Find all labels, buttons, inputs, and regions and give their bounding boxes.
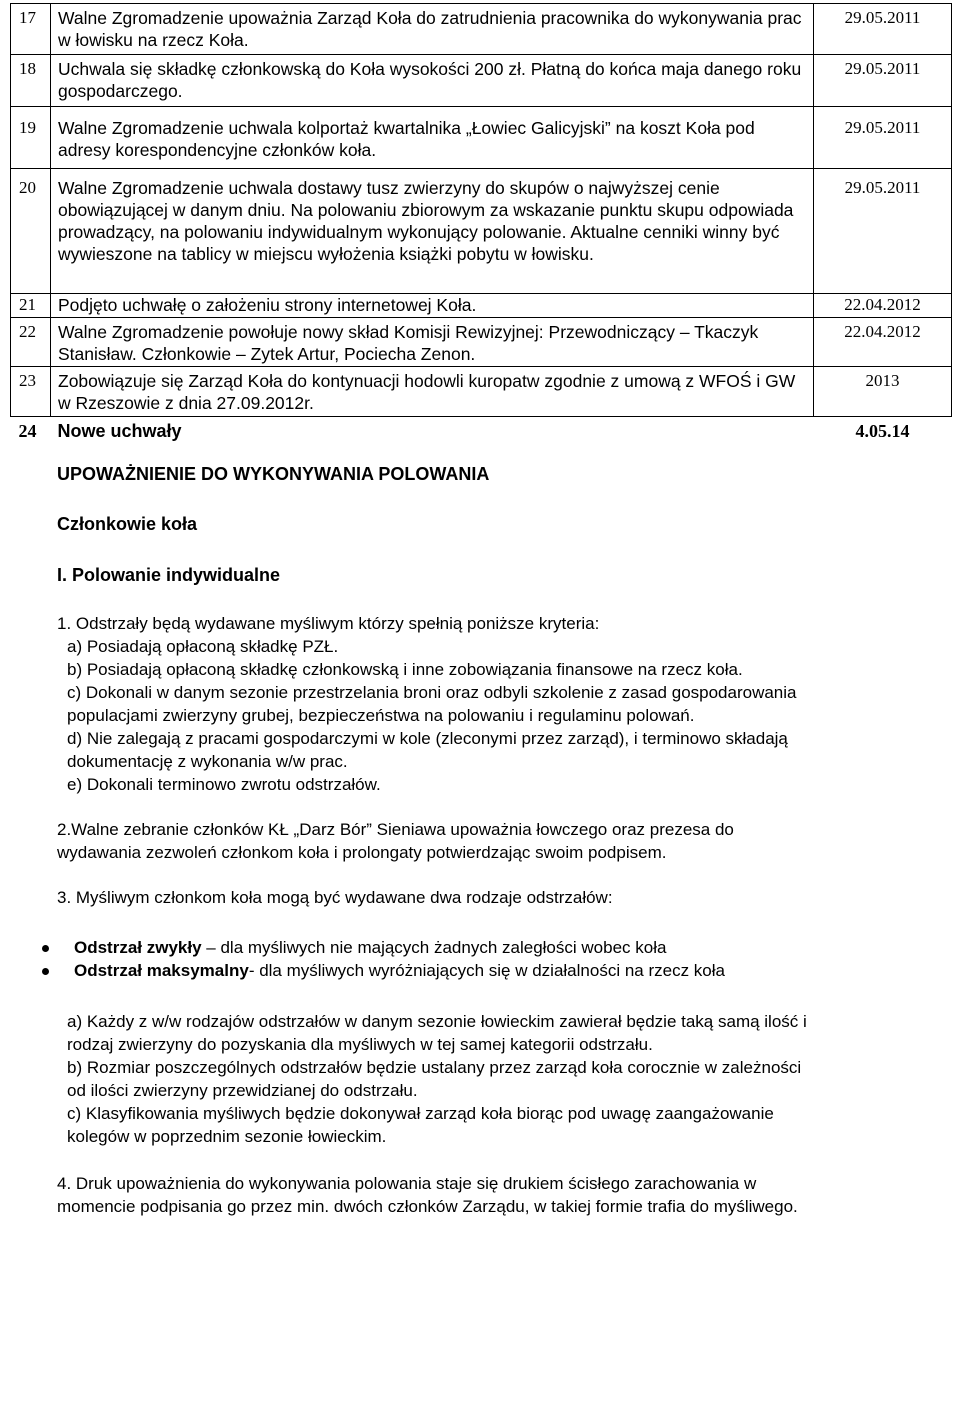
row-number: 22 bbox=[11, 318, 51, 367]
table-row bbox=[11, 294, 952, 318]
row-text: Walne Zgromadzenie uchwala kolportaż kwartalnika „Łowiec Galicyjski” na koszt Koła pod adresy korespondencyjne członków koła. bbox=[51, 107, 814, 169]
row-date: 29.05.2011 bbox=[814, 169, 952, 294]
row-number: 19 bbox=[11, 107, 51, 169]
row-text: Zobowiązuje się Zarząd Koła do kontynuacji hodowli kuropatw zgodnie z umową z WFOŚ i GW w Rzeszowie z dnia 27.09.2012r. bbox=[51, 367, 814, 417]
list-item bbox=[0, 959, 817, 982]
doc-heading: UPOWAŻNIENIE DO WYKONYWANIA POLOWANIA bbox=[57, 464, 490, 484]
row-date: 4.05.14 bbox=[855, 421, 910, 441]
row-date: 2013 bbox=[814, 367, 952, 417]
list-item bbox=[0, 936, 817, 959]
row-date: 29.05.2011 bbox=[814, 107, 952, 169]
row-text: Walne Zgromadzenie uchwala dostawy tusz zwierzyny do skupów o najwyższej cenie obowiązującej w danym dniu. Na polowaniu zbiorowym za wskazanie punktu skupu odpowiada prowadzący, na polowaniu indywidualnym wykonujący polowanie. Aktualne cenniki winny być wywieszone na tablicy w miejscu wyłożenia książki pobytu w łowisku. bbox=[51, 169, 814, 294]
table-row bbox=[11, 55, 952, 107]
bullet-text: – dla myśliwych nie mających żadnych zaległości wobec koła bbox=[201, 938, 667, 957]
row-number: 24 bbox=[18, 421, 37, 441]
row-number: 17 bbox=[11, 4, 51, 55]
table-row bbox=[11, 169, 952, 294]
table-row bbox=[11, 417, 952, 443]
row-date: 22.04.2012 bbox=[814, 318, 952, 367]
paragraph-4: 4. Druk upoważnienia do wykonywania polowania staje się drukiem ścisłego zarachowania w momencie podpisania go przez min. dwóch członków Zarządu, w takiej formie trafia do myśliwego. bbox=[57, 1174, 798, 1216]
doc-subheading: Członkowie koła bbox=[57, 514, 198, 534]
bullet-bold: Odstrzał zwykły bbox=[74, 938, 202, 957]
criteria-b: b) Posiadają opłaconą składkę członkowską i inne zobowiązania finansowe na rzecz koła. bbox=[67, 660, 743, 679]
row-number: 18 bbox=[11, 55, 51, 107]
row-date: 22.04.2012 bbox=[814, 294, 952, 318]
row-text: Podjęto uchwałę o założeniu strony internetowej Koła. bbox=[51, 294, 814, 318]
paragraph-3: 3. Myśliwym członkom koła mogą być wydawane dwa rodzaje odstrzałów: bbox=[57, 888, 613, 907]
row-text: Walne Zgromadzenie upoważnia Zarząd Koła do zatrudnienia pracownika do wykonywania prac w łowisku na rzecz Koła. bbox=[51, 4, 814, 55]
row-date: 29.05.2011 bbox=[814, 4, 952, 55]
row-date: 29.05.2011 bbox=[814, 55, 952, 107]
row-number: 23 bbox=[11, 367, 51, 417]
paragraph-2: 2.Walne zebranie członków KŁ „Darz Bór” Sieniawa upoważnia łowczego oraz prezesa do wydawania zezwoleń członkom koła i prolongaty potwierdzając swoim podpisem. bbox=[57, 820, 734, 862]
document-body bbox=[57, 463, 817, 1218]
criteria-a: a) Posiadają opłaconą składkę PZŁ. bbox=[67, 637, 339, 656]
criteria-c: c) Dokonali w danym sezonie przestrzelania broni oraz odbyli szkolenie z zasad gospodarowania populacjami zwierzyny grubej, bezpieczeństwa na polowaniu i regulaminu polowań. bbox=[67, 683, 797, 725]
resolutions-table bbox=[10, 3, 952, 443]
section-title: I. Polowanie indywidualne bbox=[57, 565, 281, 585]
table-row bbox=[11, 367, 952, 417]
paragraph-3c: c) Klasyfikowania myśliwych będzie dokonywał zarząd koła biorąc pod uwagę zaangażowanie kolegów w poprzednim sezonie łowieckim. bbox=[67, 1104, 774, 1146]
row-number: 21 bbox=[11, 294, 51, 318]
table-row bbox=[11, 107, 952, 169]
odstrzal-types bbox=[0, 936, 817, 982]
row-text: Walne Zgromadzenie powołuje nowy skład Komisji Rewizyjnej: Przewodniczący – Tkaczyk Stanisław. Członkowie – Zytek Artur, Pociecha Zenon. bbox=[51, 318, 814, 367]
bullet-text: - dla myśliwych wyróżniających się w działalności na rzecz koła bbox=[248, 961, 725, 980]
criteria-d: d) Nie zalegają z pracami gospodarczymi w kole (zleconymi przez zarząd), i terminowo składają dokumentację z wykonania w/w prac. bbox=[67, 729, 788, 771]
criteria-intro: 1. Odstrzały będą wydawane myśliwym którzy spełnią poniższe kryteria: bbox=[57, 614, 600, 633]
paragraph-3b: b) Rozmiar poszczególnych odstrzałów będzie ustalany przez zarząd koła corocznie w zależności od ilości zwierzyny przewidzianej do odstrzału. bbox=[67, 1058, 802, 1100]
row-number: 20 bbox=[11, 169, 51, 294]
paragraph-3a: a) Każdy z w/w rodzajów odstrzałów w danym sezonie łowieckim zawierał będzie taką samą ilość i rodzaj zwierzyny do pozyskania dla myśliwych w tej samej kategorii odstrzału. bbox=[67, 1012, 807, 1054]
table-row bbox=[11, 318, 952, 367]
row-text: Nowe uchwały bbox=[57, 421, 182, 441]
row-text: Uchwala się składkę członkowską do Koła wysokości 200 zł. Płatną do końca maja danego roku gospodarczego. bbox=[51, 55, 814, 107]
table-row bbox=[11, 4, 952, 55]
criteria-e: e) Dokonali terminowo zwrotu odstrzałów. bbox=[67, 775, 381, 794]
bullet-bold: Odstrzał maksymalny bbox=[74, 961, 249, 980]
